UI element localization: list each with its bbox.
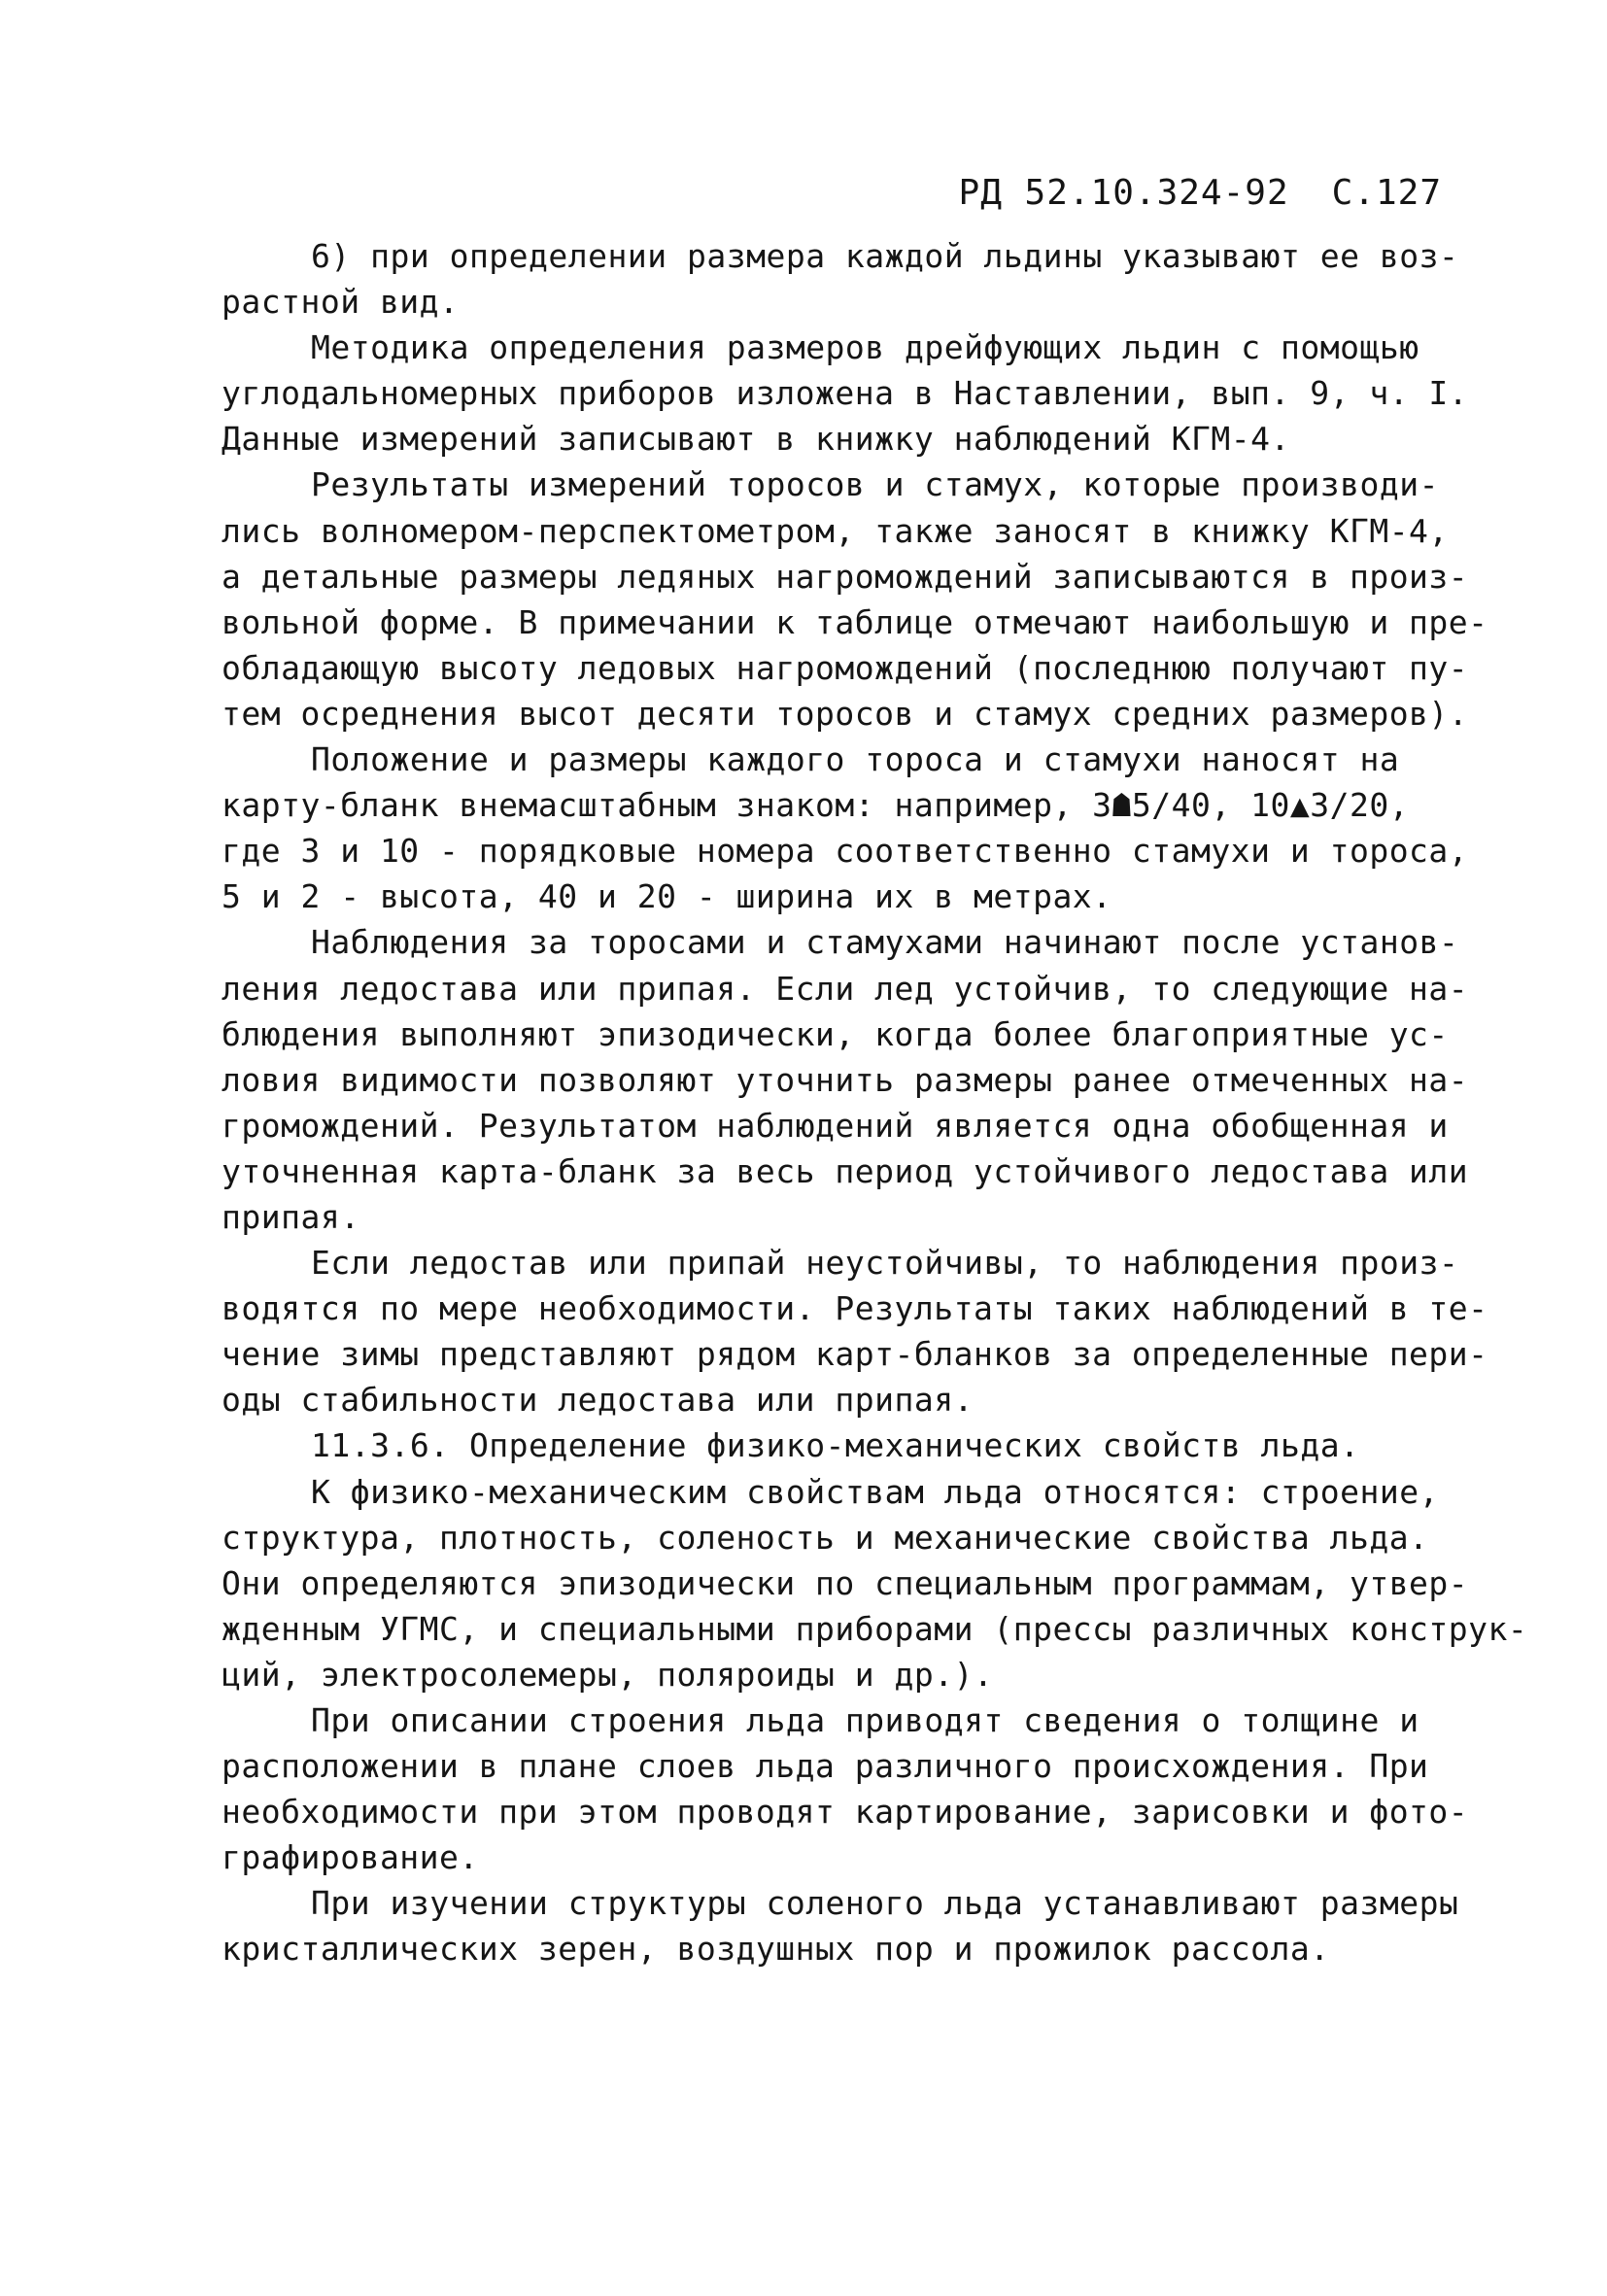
text-line: Наблюдения за торосами и стамухами начинают после установ- [311,923,1459,962]
text-line: а детальные размеры ледяных нагромождений записываются в произ- [222,557,1469,596]
text-line: блюдения выполняют эпизодически, когда более благоприятные ус- [222,1014,1449,1053]
text-line: Данные измерений записывают в книжку наблюдений КГМ-4. [222,420,1290,459]
text-line: карту-бланк внемасштабным знаком: например, 3☗5/40, 10▲3/20, [222,786,1410,825]
text-line: графирование. [222,1838,479,1877]
text-line: Методика определения размеров дрейфующих льдин с помощью [311,328,1419,367]
text-line: 6) при определении размера каждой льдины указывают ее воз- [311,237,1459,275]
text-line: Положение и размеры каждого тороса и стамухи наносят на [311,740,1400,779]
text-line: лись волномером-перспектометром, также заносят в книжку КГМ-4, [222,511,1449,550]
text-line: 5 и 2 - высота, 40 и 20 - ширина их в метрах. [222,877,1112,916]
text-line: ления ледостава или припая. Если лед устойчив, то следующие на- [222,969,1469,1008]
text-line: К физико-механическим свойствам льда относятся: строение, [311,1472,1439,1511]
text-line: Они определяются эпизодически по специальным программам, утвер- [222,1563,1469,1602]
page-header [959,173,1442,213]
text-line: громождений. Результатом наблюдений является одна обобщенная и [222,1106,1449,1145]
text-line: растной вид. [222,283,460,322]
text-line: тем осреднения высот десяти торосов и стамух средних размеров). [222,694,1469,733]
text-line: расположении в плане слоев льда различного происхождения. При [222,1747,1429,1786]
text-line: уточненная карта-бланк за весь период устойчивого ледостава или [222,1151,1469,1190]
body-text [222,233,1528,1972]
text-line: чение зимы представляют рядом карт-бланков за определенные пери- [222,1335,1488,1374]
text-line: углодальномерных приборов изложена в Наставлении, вып. 9, ч. I. [222,374,1469,413]
text-line: жденным УГМС, и специальными приборами (прессы различных конструк- [222,1609,1528,1648]
text-line: вольной форме. В примечании к таблице отмечают наибольшую и пре- [222,602,1488,641]
text-line: припая. [222,1197,360,1236]
text-line: кристаллических зерен, воздушных пор и прожилок рассола. [222,1930,1330,1969]
text-line: водятся по мере необходимости. Результаты таких наблюдений в те- [222,1289,1488,1328]
text-line: ций, электросолемеры, поляроиды и др.). [222,1655,994,1694]
document-code: РД 52.10.324-92 [958,173,1289,213]
text-line: обладающую высоту ледовых нагромождений (последнюю получают пу- [222,648,1469,687]
text-line: Результаты измерений торосов и стамух, которые производи- [311,465,1439,504]
text-line: ловия видимости позволяют уточнить размеры ранее отмеченных на- [222,1060,1469,1099]
text-line: Если ледостав или припай неустойчивы, то наблюдения произ- [311,1244,1459,1283]
text-line: структура, плотность, соленость и механические свойства льда. [222,1518,1429,1557]
text-line: где 3 и 10 - порядковые номера соответственно стамухи и тороса, [222,832,1469,871]
text-line: 11.3.6. Определение физико-механических свойств льда. [311,1426,1360,1465]
text-line: При описании строения льда приводят сведения о толщине и [311,1701,1419,1739]
page-number: С.127 [1331,173,1442,213]
text-line: При изучении структуры соленого льда устанавливают размеры [311,1884,1459,1923]
text-line: необходимости при этом проводят картирование, зарисовки и фото- [222,1793,1469,1832]
text-line: оды стабильности ледостава или припая. [222,1381,974,1420]
